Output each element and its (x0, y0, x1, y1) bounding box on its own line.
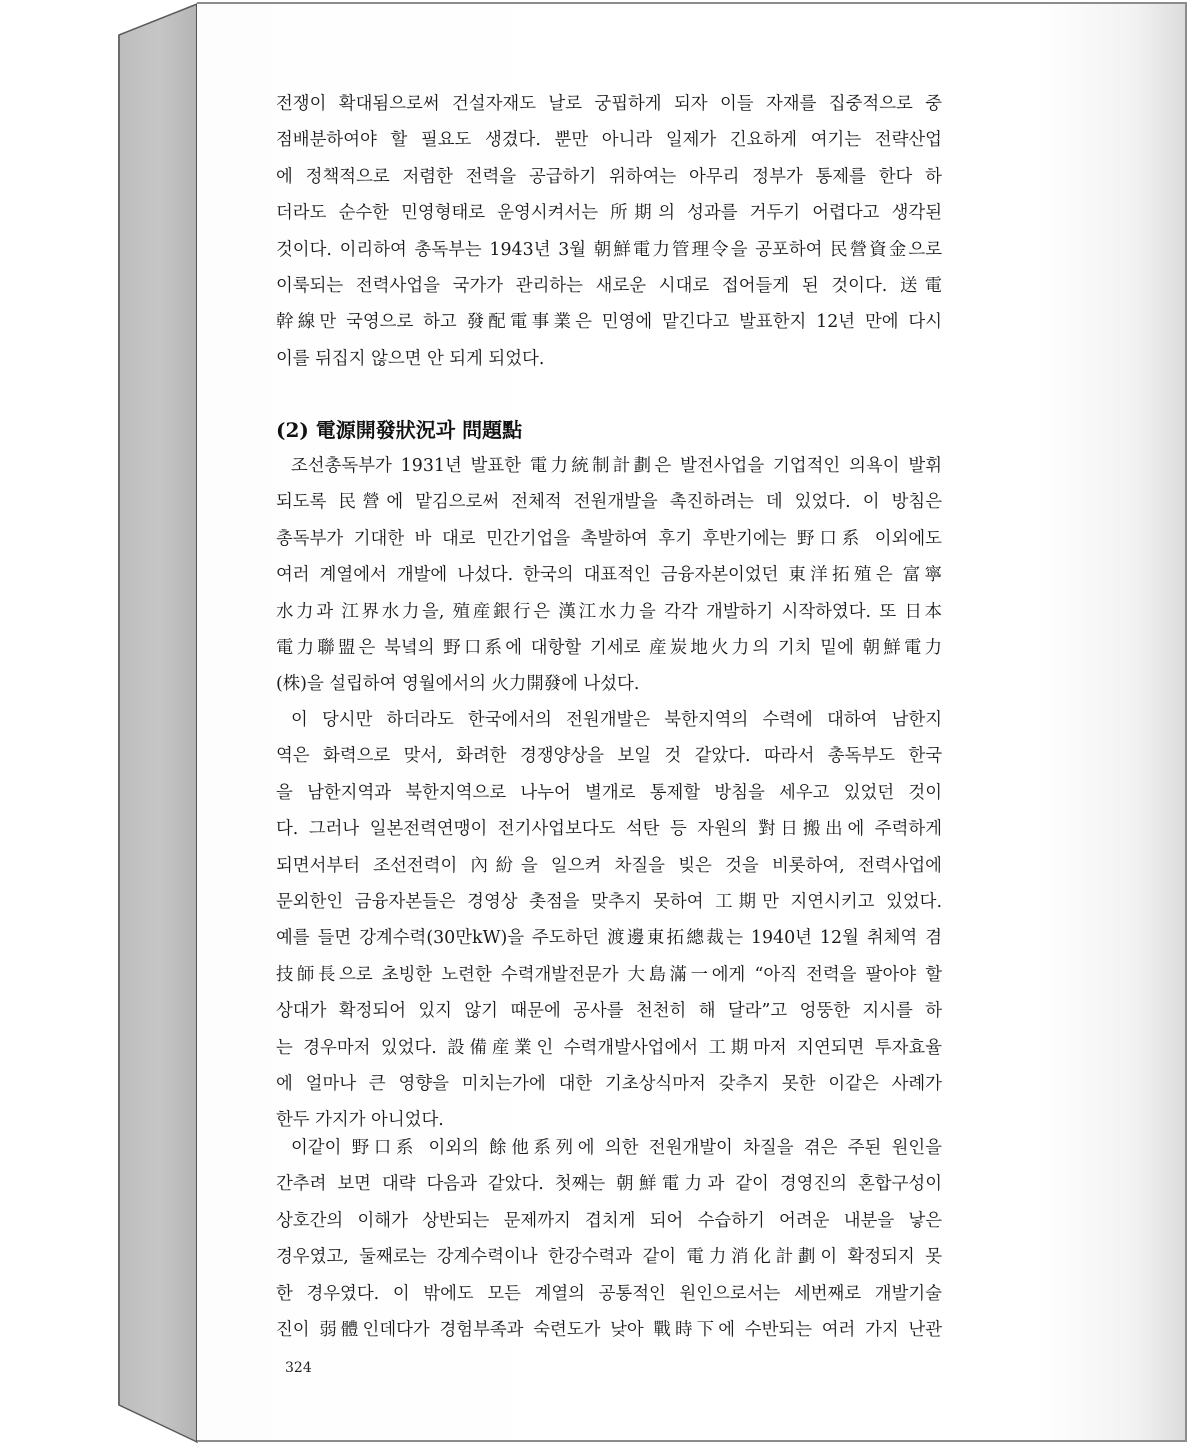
text-line: 에 얼마나 큰 영향을 미치는가에 대한 기초상식마저 갖추지 못한 이같은 사례가 (276, 1073, 942, 1094)
text-line: 상호간의 이해가 상반되는 문제까지 겹치게 되어 수습하기 어려운 내분을 낳은 (276, 1210, 942, 1231)
text-line: (株)을 설립하여 영월에서의 火力開發에 나섰다. (276, 674, 640, 695)
text-line: 水力과 江界水力을, 殖産銀行은 漢江水力을 각각 개발하기 시작하였다. 또 日本 (276, 601, 942, 622)
paragraph-2 (276, 702, 942, 1139)
paragraph-intro (276, 86, 942, 377)
text-line: 역은 화력으로 맞서, 화려한 경쟁양상을 보일 것 같았다. 따라서 총독부도 한국 (276, 746, 942, 767)
text-line: 는 경우마저 있었다. 設備産業인 수력개발사업에서 工期마저 지연되면 투자효율 (276, 1037, 942, 1058)
text-line: 幹線만 국영으로 하고 發配電事業은 민영에 맡긴다고 발표한지 12년 만에 다시 (276, 312, 942, 333)
text-line: 다. 그러나 일본전력연맹이 전기사업보다도 석탄 등 자원의 對日搬出에 주력하게 (276, 819, 942, 840)
text-line: 電力聯盟은 북녘의 野口系에 대항할 기세로 産炭地火力의 기치 밑에 朝鮮電力 (276, 637, 942, 658)
text-line: 이같이 野口系 이외의 餘他系列에 의한 전원개발이 차질을 겪은 주된 원인을 (291, 1138, 942, 1158)
book-spine (0, 0, 200, 1446)
text-line: 技師長으로 초빙한 노련한 수력개발전문가 大島滿一에게 “아직 전력을 팔아야 할 (276, 964, 942, 985)
text-line: 상대가 확정되어 있지 않기 때문에 공사를 천천히 해 달라”고 엉뚱한 지시를 하 (276, 1001, 942, 1022)
text-line: 한두 가지가 아니었다. (276, 1110, 444, 1131)
text-line: 한 경우였다. 이 밖에도 모든 계열의 공통적인 원인으로서는 세번째로 개발기술 (276, 1283, 942, 1304)
text-line: 문외한인 금융자본들은 경영상 촛점을 맞추지 못하여 工期만 지연시키고 있었다. (276, 891, 942, 912)
text-line: 조선총독부가 1931년 발표한 電力統制計劃은 발전사업을 기업적인 의욕이 발휘 (291, 456, 942, 476)
text-line: 경우였고, 둘째로는 강계수력이나 한강수력과 같이 電力消化計劃이 확정되지 못 (276, 1247, 942, 1268)
paragraph-1 (276, 448, 942, 703)
text-line: 이를 뒤집지 않으면 안 되게 되었다. (276, 348, 545, 369)
text-line: 간추려 보면 대략 다음과 같았다. 첫째는 朝鮮電力과 같이 경영진의 혼합구성이 (276, 1174, 942, 1195)
text-line: 여러 계열에서 개발에 나섰다. 한국의 대표적인 금융자본이었던 東洋拓殖은 富寧 (276, 565, 942, 586)
text-line: 전쟁이 확대됨으로써 건설자재도 날로 궁핍하게 되자 이들 자재를 집중적으로 중 (276, 94, 942, 114)
page-number: 324 (285, 1360, 312, 1376)
text-line: 이 당시만 하더라도 한국에서의 전원개발은 북한지역의 수력에 대하여 남한지 (291, 710, 942, 730)
text-line: 예를 들면 강계수력(30만kW)을 주도하던 渡邊東拓總裁는 1940년 12월 취체역 겸 (276, 928, 942, 949)
text-line: 총독부가 기대한 바 대로 민간기업을 촉발하여 후기 후반기에는 野口系 이외에도 (276, 528, 942, 549)
section-heading: (2) 電源開發狀況과 問題點 (276, 418, 523, 442)
text-line: 것이다. 이리하여 총독부는 1943년 3월 朝鮮電力管理令을 공포하여 民營資金으로 (276, 239, 942, 260)
text-line: 되면서부터 조선전력이 內紛을 일으켜 차질을 빚은 것을 비롯하여, 전력사업에 (276, 855, 942, 876)
text-line: 을 남한지역과 북한지역으로 나누어 별개로 통제할 방침을 세우고 있었던 것이 (276, 782, 942, 803)
text-line: 에 정책적으로 저렴한 전력을 공급하기 위하여는 아무리 정부가 통제를 한다 하 (276, 166, 942, 187)
text-line: 되도록 民營에 맡김으로써 전체적 전원개발을 촉진하려는 데 있었다. 이 방침은 (276, 492, 942, 513)
paragraph-3 (276, 1130, 942, 1348)
text-line: 더라도 순수한 민영형태로 운영시켜서는 所期의 성과를 거두기 어렵다고 생각된 (276, 203, 942, 224)
text-line: 점배분하여야 할 필요도 생겼다. 뿐만 아니라 일제가 긴요하게 여기는 전략산업 (276, 130, 942, 151)
text-line: 이룩되는 전력사업을 국가가 관리하는 새로운 시대로 접어들게 된 것이다. 送電 (276, 275, 942, 296)
text-line: 진이 弱體인데다가 경험부족과 숙련도가 낮아 戰時下에 수반되는 여러 가지 난관 (276, 1319, 942, 1340)
